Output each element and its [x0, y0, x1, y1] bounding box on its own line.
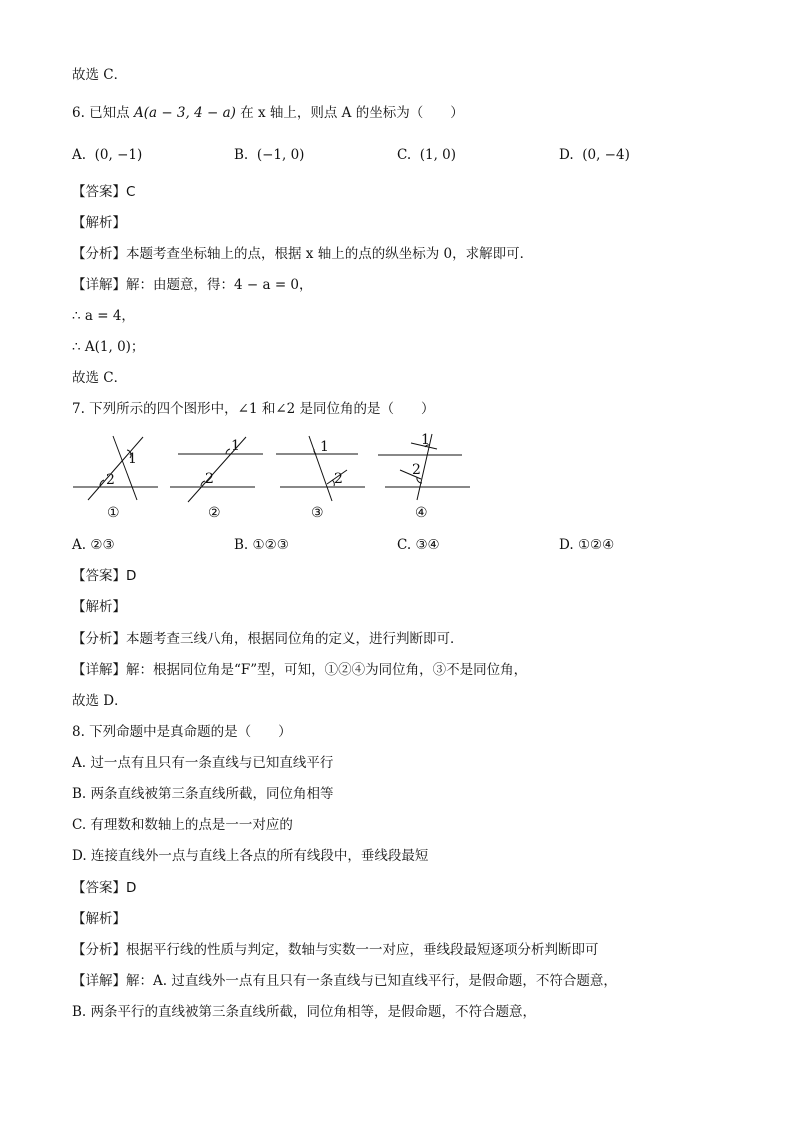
fig1-angle-2: 2	[106, 472, 115, 488]
figure-label-1: ①	[107, 505, 120, 521]
q7-stem: 7. 下列所示的四个图形中，∠1 和∠2 是同位角的是（ ）	[72, 401, 435, 417]
q8-option-b: B. 两条直线被第三条直线所截，同位角相等	[72, 786, 334, 802]
figure-label-2: ②	[208, 505, 221, 521]
fig1-angle-1: 1	[128, 451, 137, 467]
q6-option-d: D. (0, −4)	[559, 147, 630, 163]
q6-option-b: B. (−1, 0)	[234, 147, 305, 163]
q8-option-d: D. 连接直线外一点与直线上各点的所有线段中，垂线段最短	[72, 848, 429, 864]
q8-detail-1: 【详解】解：A. 过直线外一点有且只有一条直线与已知直线平行，是假命题，不符合题意，	[72, 973, 617, 989]
q7-jiexi: 【解析】	[72, 599, 126, 615]
q7-analysis: 【分析】本题考查三线八角，根据同位角的定义，进行判断即可．	[72, 631, 464, 647]
q7-answer: 【答案】D	[72, 568, 137, 584]
q6-option-c: C. (1, 0)	[397, 147, 457, 163]
q5-conclusion: 故选 C．	[72, 67, 128, 83]
fig3-angle-1: 1	[320, 439, 329, 455]
q8-answer: 【答案】D	[72, 880, 137, 896]
q7-option-b: B. ①②③	[234, 537, 289, 553]
q8-detail-2: B. 两条平行的直线被第三条直线所截，同位角相等，是假命题，不符合题意，	[72, 1004, 537, 1020]
q6-point: A(a − 3, 4 − a)	[133, 105, 236, 121]
q8-jiexi: 【解析】	[72, 911, 126, 927]
q7-detail: 【详解】解：根据同位角是“F”型，可知，①②④为同位角，③不是同位角，	[72, 662, 528, 678]
q6-stem-prefix: 6. 已知点	[72, 105, 134, 121]
q7-option-d: D. ①②④	[559, 537, 615, 553]
q6-stem-suffix: 在 x 轴上，则点 A 的坐标为（ ）	[235, 105, 464, 121]
q8-stem: 8. 下列命题中是真命题的是（ ）	[72, 724, 292, 740]
q6-option-a: A. (0, −1)	[72, 147, 143, 163]
q8-option-a: A. 过一点有且只有一条直线与已知直线平行	[72, 755, 334, 771]
q7-option-a: A. ②③	[72, 537, 115, 553]
q6-answer: 【答案】C	[72, 184, 136, 200]
fig3-angle-2: 2	[334, 471, 343, 487]
q6-conclusion: 故选 C．	[72, 370, 128, 386]
q7-option-c: C. ③④	[397, 537, 440, 553]
q6-step2: ∴ A(1, 0)；	[72, 339, 145, 355]
figure-label-4: ④	[415, 505, 428, 521]
q7-conclusion: 故选 D．	[72, 693, 128, 709]
figure-label-3: ③	[311, 505, 324, 521]
q6-jiexi: 【解析】	[72, 215, 126, 231]
fig2-angle-1: 1	[231, 438, 240, 454]
fig4-angle-1: 1	[421, 432, 430, 448]
q6-step1: ∴ a = 4，	[72, 308, 135, 324]
q8-option-c: C. 有理数和数轴上的点是一一对应的	[72, 817, 293, 833]
q8-analysis: 【分析】根据平行线的性质与判定，数轴与实数一一对应，垂线段最短逐项分析判断即可	[72, 942, 599, 958]
q6-analysis: 【分析】本题考查坐标轴上的点，根据 x 轴上的点的纵坐标为 0，求解即可．	[72, 246, 534, 262]
figure-2-lines	[170, 437, 263, 502]
fig2-angle-2: 2	[205, 471, 214, 487]
figure-1-lines	[73, 436, 158, 500]
q6-detail: 【详解】解：由题意，得：4 − a = 0，	[72, 277, 313, 293]
fig4-angle-2: 2	[412, 462, 421, 478]
